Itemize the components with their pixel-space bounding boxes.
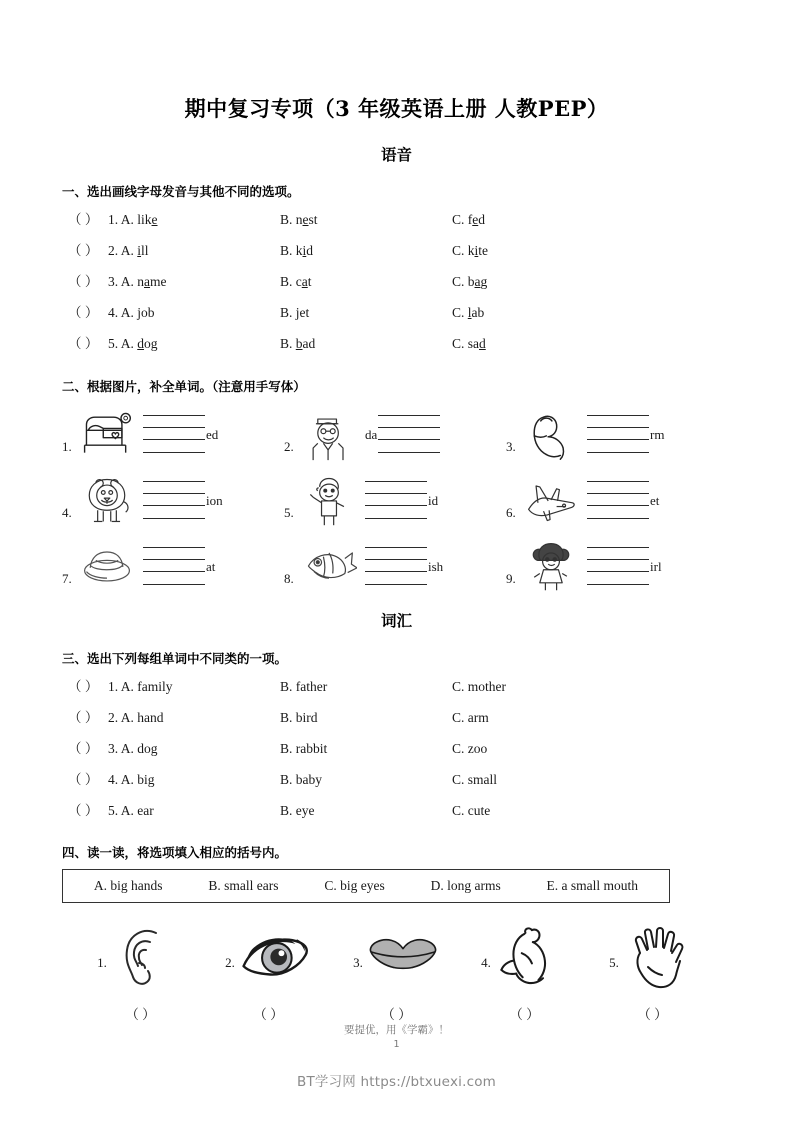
option-choice[interactable]: C. big eyes bbox=[324, 878, 385, 894]
answer-paren[interactable]: （ ） bbox=[68, 741, 99, 757]
option-a[interactable]: 3. A. name bbox=[108, 274, 167, 290]
word-suffix: ed bbox=[206, 426, 219, 442]
choice-row bbox=[0, 680, 793, 711]
hand-icon bbox=[622, 923, 696, 989]
handwriting-guide[interactable] bbox=[587, 481, 649, 519]
word-blank[interactable] bbox=[587, 481, 728, 519]
picture-word-item bbox=[284, 401, 506, 467]
item-number: 5. bbox=[284, 505, 294, 521]
answer-paren[interactable]: （ ） bbox=[637, 1007, 668, 1023]
section-3-heading: 三、选出下列每组单词中不同类的一项。 bbox=[62, 651, 288, 667]
handwriting-guide[interactable] bbox=[143, 415, 205, 453]
item-number: 1. bbox=[97, 955, 107, 971]
answer-picture-item bbox=[210, 921, 328, 1023]
option-c[interactable]: C. small bbox=[452, 772, 498, 788]
option-a[interactable]: 2. A. hand bbox=[108, 710, 164, 726]
answer-paren[interactable]: （ ） bbox=[68, 710, 99, 726]
answer-picture bbox=[225, 921, 312, 989]
choice-row bbox=[0, 244, 793, 275]
handwriting-guide[interactable] bbox=[365, 547, 427, 585]
choice-row bbox=[0, 337, 793, 368]
kid-icon bbox=[301, 473, 357, 527]
option-b[interactable]: B. kid bbox=[280, 243, 314, 259]
hat-icon bbox=[79, 539, 135, 593]
option-b[interactable]: B. nest bbox=[280, 212, 318, 228]
word-suffix: irl bbox=[650, 558, 662, 574]
part-title-phonics: 语音 bbox=[380, 145, 412, 165]
jet-plane-icon bbox=[523, 473, 579, 527]
option-b[interactable]: B. rabbit bbox=[280, 741, 328, 757]
lion-icon bbox=[79, 473, 135, 527]
fish-icon bbox=[301, 539, 357, 593]
handwriting-guide[interactable] bbox=[378, 415, 440, 453]
word-suffix: at bbox=[206, 558, 216, 574]
handwriting-guide[interactable] bbox=[143, 481, 205, 519]
word-suffix: id bbox=[428, 492, 439, 508]
option-b[interactable]: B. eye bbox=[280, 803, 315, 819]
answer-paren[interactable]: （ ） bbox=[125, 1007, 156, 1023]
item-number: 3. bbox=[353, 955, 363, 971]
section-4-heading: 四、读一读，将选项填入相应的括号内。 bbox=[62, 845, 288, 861]
option-a[interactable]: 5. A. dog bbox=[108, 336, 158, 352]
word-suffix: ion bbox=[206, 492, 223, 508]
option-c[interactable]: C. fed bbox=[452, 212, 485, 228]
answer-picture bbox=[97, 921, 184, 989]
choice-row bbox=[0, 306, 793, 337]
bed-icon bbox=[79, 407, 135, 461]
option-choice[interactable]: E. a small mouth bbox=[546, 878, 639, 894]
option-a[interactable]: 3. A. dog bbox=[108, 741, 158, 757]
answer-paren[interactable]: （ ） bbox=[509, 1007, 540, 1023]
answer-paren[interactable]: （ ） bbox=[381, 1007, 412, 1023]
option-b[interactable]: B. jet bbox=[280, 305, 310, 321]
picture-word-row bbox=[62, 467, 753, 533]
picture-word-item bbox=[62, 401, 284, 467]
answer-picture bbox=[609, 921, 696, 989]
section-2-picture-grid bbox=[0, 401, 793, 599]
item-number: 2. bbox=[284, 439, 294, 455]
picture-word-item bbox=[506, 533, 728, 599]
word-blank[interactable] bbox=[365, 415, 506, 453]
word-blank[interactable] bbox=[143, 415, 284, 453]
answer-picture-item bbox=[594, 921, 712, 1023]
arm-flex-icon bbox=[523, 407, 579, 461]
option-c[interactable]: C. kite bbox=[452, 243, 489, 259]
option-c[interactable]: C. arm bbox=[452, 710, 489, 726]
answer-picture-item bbox=[82, 921, 200, 1023]
answer-paren[interactable]: （ ） bbox=[68, 212, 99, 228]
choice-row bbox=[0, 711, 793, 742]
option-a[interactable]: 4. A. big bbox=[108, 772, 155, 788]
option-a[interactable]: 4. A. job bbox=[108, 305, 155, 321]
eye-icon bbox=[238, 923, 312, 989]
word-blank[interactable] bbox=[587, 415, 728, 453]
picture-word-item bbox=[62, 533, 284, 599]
footer bbox=[0, 1022, 793, 1050]
option-a[interactable]: 1. A. family bbox=[108, 679, 173, 695]
answer-picture bbox=[481, 921, 568, 989]
choice-row bbox=[0, 804, 793, 835]
handwriting-guide[interactable] bbox=[143, 547, 205, 585]
answer-paren[interactable]: （ ） bbox=[68, 803, 99, 819]
option-choice[interactable]: D. long arms bbox=[430, 878, 501, 894]
handwriting-guide[interactable] bbox=[587, 415, 649, 453]
word-suffix: rm bbox=[650, 426, 665, 442]
picture-word-item bbox=[62, 467, 284, 533]
choice-row bbox=[0, 742, 793, 773]
answer-picture-item bbox=[466, 921, 584, 1023]
girl-icon bbox=[523, 539, 579, 593]
answer-paren[interactable]: （ ） bbox=[253, 1007, 284, 1023]
page-title: 期中复习专项（3 年级英语上册 人教PEP） bbox=[184, 96, 609, 121]
dad-face-icon bbox=[301, 407, 357, 461]
choice-row bbox=[0, 275, 793, 306]
handwriting-guide[interactable] bbox=[365, 481, 427, 519]
word-blank[interactable] bbox=[587, 547, 728, 585]
item-number: 6. bbox=[506, 505, 516, 521]
choice-row bbox=[0, 773, 793, 804]
picture-word-item bbox=[506, 467, 728, 533]
item-number: 7. bbox=[62, 571, 72, 587]
item-number: 1. bbox=[62, 439, 72, 455]
option-a[interactable]: 2. A. ill bbox=[108, 243, 149, 259]
item-number: 4. bbox=[62, 505, 72, 521]
mouth-icon bbox=[366, 923, 440, 989]
ear-icon bbox=[110, 923, 184, 989]
item-number: 2. bbox=[225, 955, 235, 971]
item-number: 3. bbox=[506, 439, 516, 455]
section-1-choices bbox=[0, 213, 793, 368]
answer-picture-item bbox=[338, 921, 456, 1023]
watermark: BT学习网 https://btxuexi.com bbox=[296, 1074, 497, 1090]
item-number: 9. bbox=[506, 571, 516, 587]
answer-paren[interactable]: （ ） bbox=[68, 243, 99, 259]
word-blank[interactable] bbox=[365, 547, 506, 585]
section-2-heading: 二、根据图片，补全单词。（注意用手写体） bbox=[62, 379, 306, 395]
option-choice[interactable]: B. small ears bbox=[208, 878, 279, 894]
option-b[interactable]: B. cat bbox=[280, 274, 312, 290]
item-number: 8. bbox=[284, 571, 294, 587]
section-1-heading: 一、选出画线字母发音与其他不同的选项。 bbox=[62, 184, 300, 200]
option-a[interactable]: 1. A. like bbox=[108, 212, 158, 228]
item-number: 5. bbox=[609, 955, 619, 971]
answer-paren[interactable]: （ ） bbox=[68, 679, 99, 695]
picture-word-item bbox=[506, 401, 728, 467]
item-number: 4. bbox=[481, 955, 491, 971]
answer-paren[interactable]: （ ） bbox=[68, 274, 99, 290]
option-b[interactable]: B. bad bbox=[280, 336, 316, 352]
section-3-choices bbox=[0, 680, 793, 835]
answer-paren[interactable]: （ ） bbox=[68, 772, 99, 788]
answer-paren[interactable]: （ ） bbox=[68, 336, 99, 352]
footer-slogan: 要提优，用《学霸》！ bbox=[344, 1024, 449, 1036]
option-b[interactable]: B. father bbox=[280, 679, 328, 695]
option-c[interactable]: C. sad bbox=[452, 336, 486, 352]
option-c[interactable]: C. lab bbox=[452, 305, 485, 321]
option-choice[interactable]: A. big hands bbox=[93, 878, 163, 894]
choice-row bbox=[0, 213, 793, 244]
option-c[interactable]: C. zoo bbox=[452, 741, 488, 757]
picture-word-item bbox=[284, 467, 506, 533]
handwriting-guide[interactable] bbox=[587, 547, 649, 585]
word-blank[interactable] bbox=[365, 481, 506, 519]
answer-picture bbox=[353, 921, 440, 989]
word-suffix: ish bbox=[428, 558, 444, 574]
option-b[interactable]: B. baby bbox=[280, 772, 322, 788]
option-c[interactable]: C. cute bbox=[452, 803, 491, 819]
option-c[interactable]: C. bag bbox=[452, 274, 488, 290]
word-prefix: da bbox=[365, 426, 378, 442]
word-blank[interactable] bbox=[143, 481, 284, 519]
option-c[interactable]: C. mother bbox=[452, 679, 506, 695]
picture-word-row bbox=[62, 533, 753, 599]
option-b[interactable]: B. bird bbox=[280, 710, 318, 726]
page-number: 1 bbox=[393, 1039, 400, 1050]
section-4-option-box bbox=[62, 869, 670, 903]
option-a[interactable]: 5. A. ear bbox=[108, 803, 154, 819]
picture-word-row bbox=[62, 401, 753, 467]
word-suffix: et bbox=[650, 492, 660, 508]
part-title-vocabulary: 词汇 bbox=[380, 611, 412, 631]
picture-word-item bbox=[284, 533, 506, 599]
answer-paren[interactable]: （ ） bbox=[68, 305, 99, 321]
word-blank[interactable] bbox=[143, 547, 284, 585]
arm-icon bbox=[494, 923, 568, 989]
section-4-picture-row bbox=[0, 921, 793, 1023]
